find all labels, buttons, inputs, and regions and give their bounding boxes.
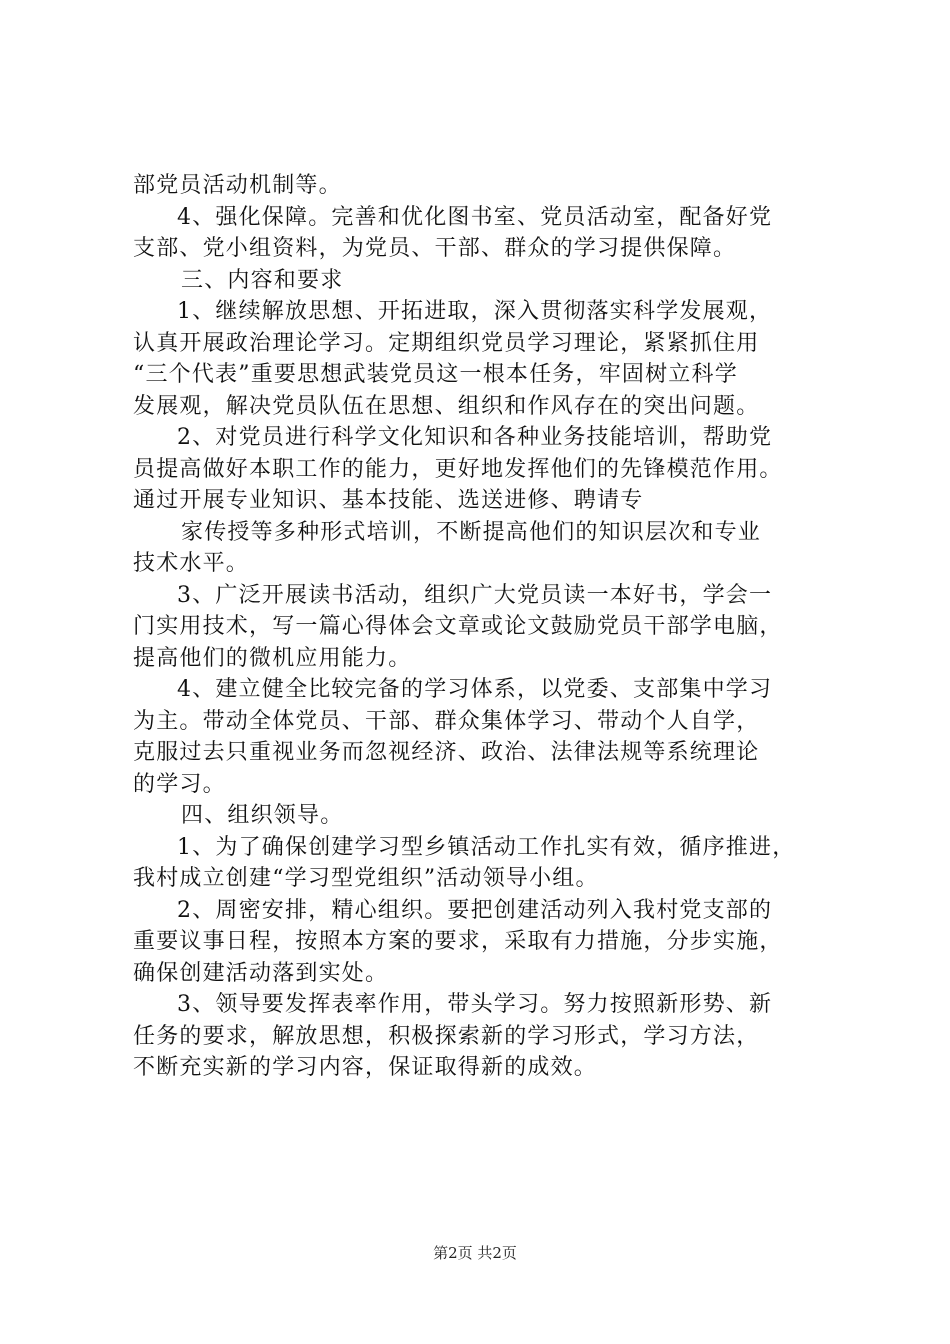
text-line: 2、对党员进行科学文化知识和各种业务技能培训，帮助党 — [177, 425, 773, 450]
text-line: 任务的要求，解放思想，积极探索新的学习形式，学习方法， — [133, 1023, 760, 1049]
text-line: 4、强化保障。完善和优化图书室、党员活动室，配备好党 — [177, 204, 773, 230]
text-line: 技术水平。 — [133, 551, 250, 576]
text-line: 重要议事日程，按照本方案的要求，采取有力措施，分步实施， — [133, 929, 783, 954]
text-line: 认真开展政治理论学习。定期组织党员学习理论，紧紧抓住用 — [133, 330, 760, 356]
text-line: 员提高做好本职工作的能力，更好地发挥他们的先锋模范作用。 — [133, 456, 783, 482]
text-line: 的学习。 — [133, 771, 226, 797]
text-line: 为主。带动全体党员、干部、群众集体学习、带动个人自学， — [133, 708, 760, 734]
text-line: 通过开展专业知识、基本技能、选送进修、聘请专 — [133, 488, 644, 513]
section-heading: 三、内容和要求 — [181, 267, 344, 293]
page-number-footer: 第2页 共2页 — [433, 1244, 517, 1262]
text-line: 不断充实新的学习内容，保证取得新的成效。 — [133, 1055, 598, 1080]
text-line: 家传授等多种形式培训，不断提高他们的知识层次和专业 — [181, 519, 762, 545]
text-line: 3、广泛开展读书活动，组织广大党员读一本好书，学会一 — [177, 582, 773, 608]
text-line: 1、继续解放思想、开拓进取，深入贯彻落实科学发展观， — [177, 299, 773, 324]
text-line: 支部、党小组资料，为党员、干部、群众的学习提供保障。 — [133, 236, 737, 261]
text-line: 2、周密安排，精心组织。要把创建活动列入我村党支部的 — [177, 897, 773, 923]
text-line: 我村成立创建“学习型党组织”活动领导小组。 — [133, 866, 599, 891]
text-line: 1、为了确保创建学习型乡镇活动工作扎实有效，循序推进， — [177, 834, 796, 860]
text-line: “三个代表”重要思想武装党员这一根本任务，牢固树立科学 — [133, 362, 738, 387]
text-line: 3、领导要发挥表率作用，带头学习。努力按照新形势、新 — [177, 992, 773, 1017]
text-line: 发展观，解决党员队伍在思想、组织和作风存在的突出问题。 — [133, 393, 760, 419]
text-line: 部党员活动机制等。 — [133, 173, 342, 198]
text-line: 门实用技术，写一篇心得体会文章或论文鼓励党员干部学电脑， — [133, 614, 783, 639]
text-line: 克服过去只重视业务而忽视经济、政治、法律法规等系统理论 — [133, 740, 760, 765]
section-heading: 四、组织领导。 — [181, 803, 344, 828]
text-line: 提高他们的微机应用能力。 — [133, 645, 412, 671]
text-line: 4、建立健全比较完备的学习体系，以党委、支部集中学习 — [177, 677, 773, 702]
document-body — [133, 170, 833, 1084]
text-line: 确保创建活动落到实处。 — [133, 960, 389, 986]
